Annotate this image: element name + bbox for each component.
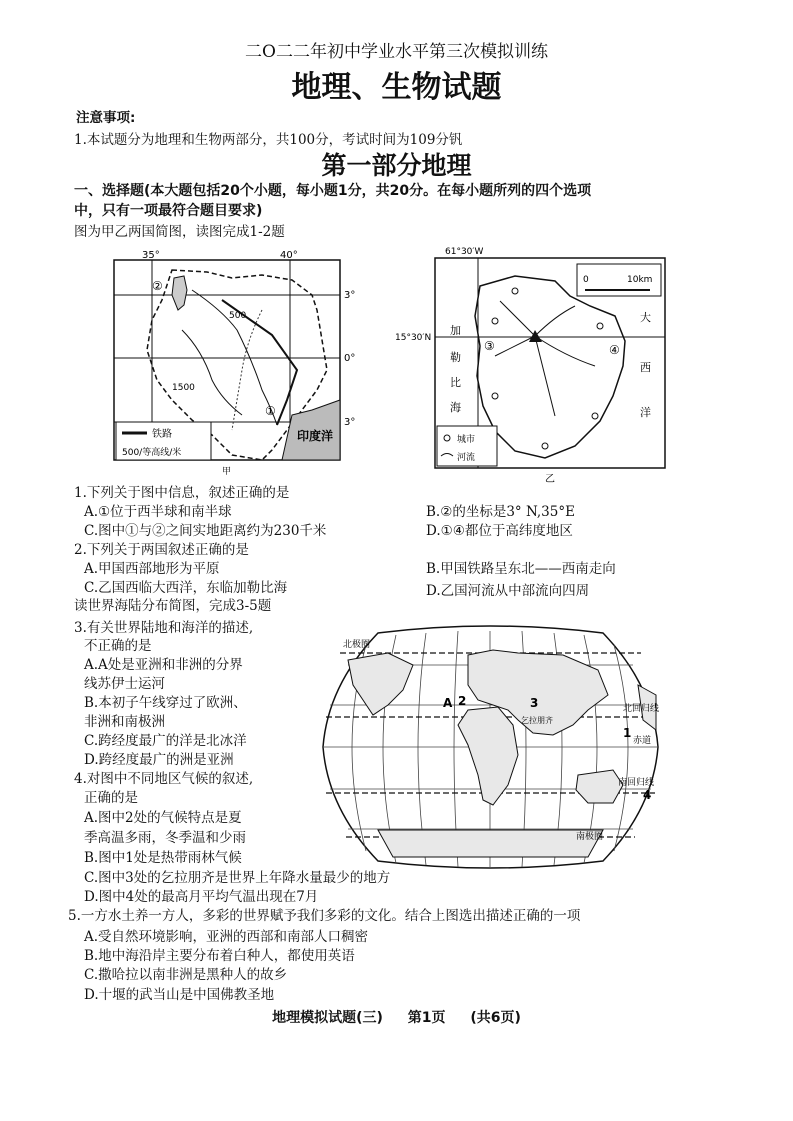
- q5-option-d: D.十堰的武当山是中国佛教圣地: [84, 987, 275, 1003]
- label-3: 3: [530, 696, 539, 710]
- marker-1: ①: [265, 404, 276, 418]
- intro-3-5: 读世界海陆分布简图，完成3-5题: [74, 598, 272, 614]
- city-icon: [492, 393, 498, 399]
- australia: [576, 770, 623, 803]
- map-yi: [395, 246, 670, 486]
- q4-option-c: C.图中3处的乞拉朋齐是世界上年降水量最少的地方: [84, 870, 391, 886]
- q3-option-a-1: A.A处是亚洲和非洲的分界: [84, 657, 243, 673]
- sea-right-char-2: 西: [640, 361, 651, 374]
- marker-2: ②: [152, 279, 163, 293]
- q4-option-b: B.图中1处是热带雨林气候: [84, 850, 242, 866]
- sea-left-char-2: 勒: [450, 351, 461, 364]
- q2-option-a: A.甲国西部地形为平原: [84, 561, 220, 577]
- q5-option-a: A.受自然环境影响，亚洲的西部和南部人口稠密: [84, 929, 369, 945]
- q1-option-b: B.②的坐标是3° N,35°E: [426, 504, 575, 520]
- contour-label-1500: 1500: [172, 383, 195, 393]
- exam-title: 二O二二年初中学业水平第三次模拟训练: [245, 42, 548, 62]
- map-jia-caption: 甲: [222, 467, 232, 475]
- city-icon: [542, 443, 548, 449]
- q3-stem-2: 不正确的是: [84, 638, 152, 654]
- lat-label-0: 0°: [344, 353, 356, 364]
- contour-line: [232, 310, 262, 430]
- q1-option-a: A.①位于西半球和南半球: [84, 504, 232, 520]
- arctic-circle-label: 北极圈: [343, 640, 371, 650]
- q4-option-a-1: A.图中2处的气候特点是夏: [84, 810, 242, 826]
- notice-heading: 注意事项:: [76, 110, 136, 126]
- q5-option-c: C.撒哈拉以南非洲是黑种人的故乡: [84, 967, 288, 983]
- q3-option-b-1: B.本初子午线穿过了欧洲、: [84, 695, 247, 711]
- q1-stem: 1.下列关于图中信息，叙述正确的是: [74, 485, 290, 501]
- q3-stem-1: 3.有关世界陆地和海洋的描述,: [74, 620, 254, 636]
- q1-option-c: C.图中①与②之间实地距离约为230千米: [84, 523, 327, 539]
- q5-stem: 5.一方水土养一方人，多彩的世界赋予我们多彩的文化。结合上图选出描述正确的一项: [68, 908, 581, 924]
- q4-option-d: D.图中4处的最高月平均气温出现在7月: [84, 889, 319, 905]
- antarctica: [378, 830, 603, 857]
- q3-option-a-2: 线苏伊士运河: [84, 676, 165, 692]
- legend-contour: 500/等高线/米: [122, 448, 182, 458]
- legend-city-icon: [444, 435, 450, 441]
- river: [535, 306, 575, 336]
- sea-left-char-1: 加: [450, 324, 461, 337]
- sea-label: 印度洋: [297, 429, 334, 443]
- q3-option-c: C.跨经度最广的洋是北冰洋: [84, 733, 247, 749]
- city-icon: [597, 323, 603, 329]
- footer-total: (共6页): [470, 1010, 521, 1026]
- river: [182, 330, 242, 415]
- section1-line2: 中，只有一项最符合题目要求): [74, 203, 263, 219]
- q1-option-d: D.①④都位于高纬度地区: [426, 523, 573, 539]
- marker-3: ③: [484, 339, 495, 353]
- scale-0: 0: [583, 275, 589, 285]
- footer-page: 第1页: [407, 1010, 446, 1026]
- marker-4: ④: [609, 343, 620, 357]
- scale-10km: 10km: [627, 275, 653, 285]
- river: [535, 336, 595, 366]
- lake-victoria: [172, 276, 187, 310]
- city-icon: [512, 288, 518, 294]
- label-cherrapunji: 乞拉朋齐: [521, 716, 553, 725]
- map-yi-lon: 61°30′W: [445, 247, 484, 257]
- page-footer: [0, 1010, 793, 1027]
- legend-rail: 铁路: [152, 429, 172, 440]
- city-icon: [592, 413, 598, 419]
- river: [535, 336, 555, 416]
- label-a: A: [443, 696, 453, 710]
- lon-label-40: 40°: [280, 250, 298, 261]
- lon-label-35: 35°: [142, 250, 160, 261]
- world-map: [318, 625, 663, 870]
- q2-option-d: D.乙国河流从中部流向四周: [426, 583, 590, 599]
- q2-option-c: C.乙国西临大西洋，东临加勒比海: [84, 580, 288, 596]
- contour-label-500: 500: [229, 311, 247, 321]
- antarctic-circle-label: 南极圈: [576, 832, 604, 842]
- legend-river: 河流: [457, 453, 476, 463]
- notice-item-1: 1.本试题分为地理和生物两部分，共100分，考试时间为109分钒: [74, 132, 463, 148]
- map-yi-lat: 15°30′N: [395, 333, 432, 343]
- q5-option-b: B.地中海沿岸主要分布着白种人，都使用英语: [84, 948, 355, 964]
- equator-label: 赤道: [633, 736, 652, 746]
- lat-label-s3: 3°: [344, 417, 356, 428]
- q3-option-b-2: 非洲和南极洲: [84, 714, 165, 730]
- tropic-cancer-label: 北回归线: [623, 704, 660, 714]
- tropic-capricorn-label: 南回归线: [618, 778, 655, 788]
- map-yi-caption: 乙: [545, 474, 555, 485]
- label-4: 4: [643, 788, 652, 802]
- sea-left-char-4: 海: [450, 401, 461, 414]
- city-icon: [492, 318, 498, 324]
- river: [500, 301, 535, 336]
- sea-right-char-1: 大: [640, 311, 651, 324]
- section1-intro: 图为甲乙两国简图，读图完成1-2题: [74, 224, 285, 240]
- legend-city: 城市: [457, 435, 476, 445]
- q2-option-b: B.甲国铁路呈东北——西南走向: [426, 561, 616, 577]
- sea-right-char-3: 洋: [640, 406, 651, 419]
- q4-stem-1: 4.对图中不同地区气候的叙述,: [74, 771, 254, 787]
- lat-label-n3: 3°: [344, 290, 356, 301]
- label-2: 2: [458, 694, 467, 708]
- q4-option-a-2: 季高温多雨，冬季温和少雨: [84, 830, 246, 846]
- map-jia: [112, 250, 362, 475]
- subject-title: 地理、生物试题: [291, 70, 502, 105]
- sea-left-char-3: 比: [450, 376, 461, 389]
- q3-option-d: D.跨经度最广的洲是亚洲: [84, 752, 234, 768]
- q2-stem: 2.下列关于两国叙述正确的是: [74, 542, 249, 558]
- q4-stem-2: 正确的是: [84, 790, 138, 806]
- section1-line1: 一、选择题(本大题包括20个小题，每小题1分，共20分。在每小题所列的四个选项: [74, 183, 592, 199]
- label-1: 1: [623, 726, 632, 740]
- part1-title: 第一部分地理: [321, 151, 472, 180]
- river: [495, 336, 535, 356]
- footer-title: 地理模拟试题(三): [272, 1010, 383, 1026]
